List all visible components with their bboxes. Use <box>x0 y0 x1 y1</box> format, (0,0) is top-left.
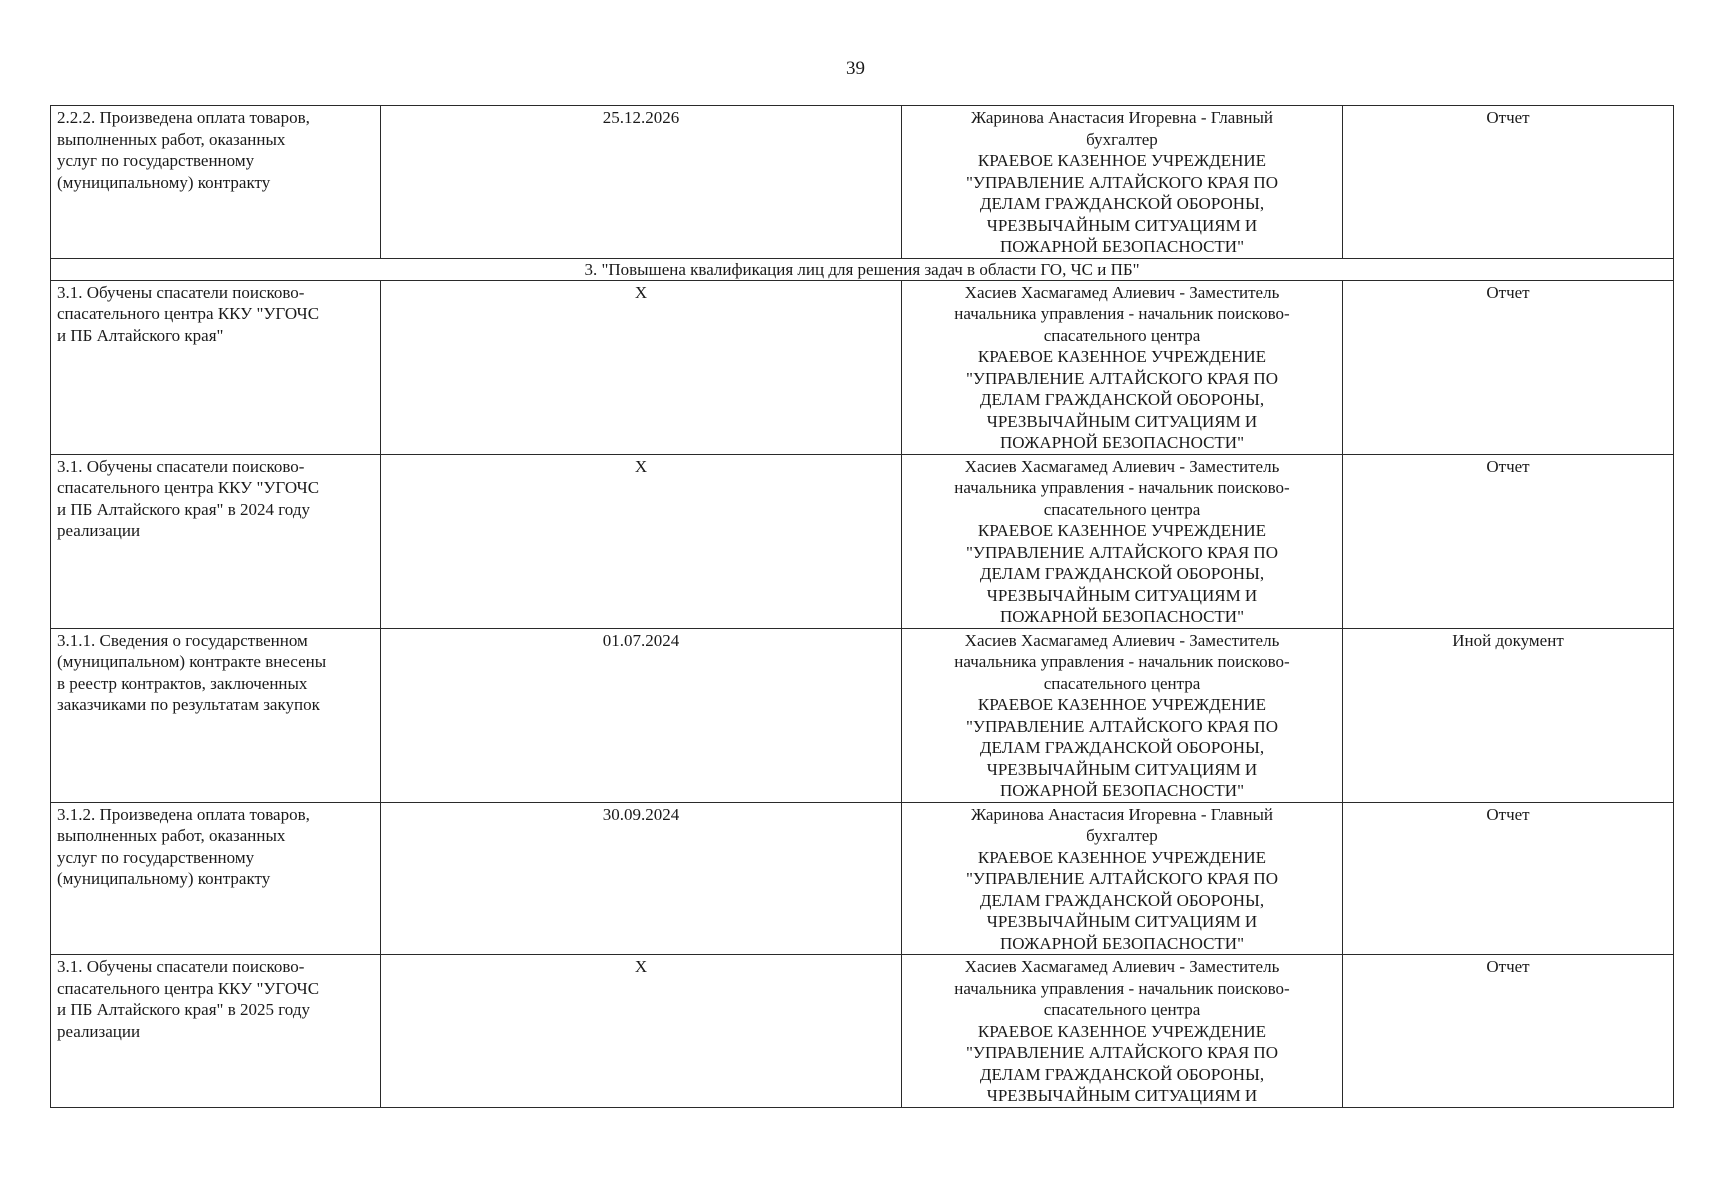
measure-name-cell <box>51 280 381 454</box>
document-type: Отчет <box>1486 957 1530 976</box>
table-row <box>51 628 1674 802</box>
date-cell <box>381 955 902 1108</box>
measure-date: 30.09.2024 <box>602 804 680 824</box>
table-row <box>51 802 1674 955</box>
section-header-row <box>51 258 1674 280</box>
document-type-cell <box>1343 628 1674 802</box>
document-type: Иной документ <box>1452 630 1564 650</box>
document-type-cell <box>1343 280 1674 454</box>
measure-name: 2.2.2. Произведена оплата товаров, выполненных работ, оказанных услуг по государственному (муниципальному) контракту <box>57 108 310 192</box>
measure-name: 3.1.1. Сведения о государственном (муниципальном) контракте внесены в реестр контрактов, заключенных заказчиками по результатам закупок <box>57 630 327 714</box>
plan-table <box>50 105 1674 1108</box>
responsible-cell <box>902 280 1343 454</box>
responsible-cell <box>902 628 1343 802</box>
document-type: Отчет <box>1486 282 1530 302</box>
responsible-cell <box>902 955 1343 1108</box>
measure-date: 01.07.2024 <box>602 630 680 650</box>
measure-name: 3.1.2. Произведена оплата товаров, выполненных работ, оказанных услуг по государственному (муниципальному) контракту <box>57 804 310 888</box>
responsible-person: Хасиев Хасмагамед Алиевич - Заместитель начальника управления - начальник поисково- спасательного центра КРАЕВОЕ КАЗЕННОЕ УЧРЕЖДЕНИЕ "УПРАВЛЕНИЕ АЛТАЙСКОГО КРАЯ ПО ДЕЛАМ ГРАЖДАНСКОЙ ОБОРОНЫ, ЧРЕЗВЫЧАЙНЫМ СИТУАЦИЯМ И <box>954 957 1290 1105</box>
document-type: Отчет <box>1486 804 1530 824</box>
section-header-title: 3. "Повышена квалификация лиц для решения задач в области ГО, ЧС и ПБ" <box>584 259 1140 279</box>
measure-name-cell <box>51 955 381 1108</box>
measure-name: 3.1. Обучены спасатели поисково- спасательного центра ККУ "УГОЧС и ПБ Алтайского края" <box>57 282 320 345</box>
measure-name-cell <box>51 106 381 259</box>
responsible-cell <box>902 454 1343 628</box>
responsible-person: Хасиев Хасмагамед Алиевич - Заместитель начальника управления - начальник поисково- спасательного центра КРАЕВОЕ КАЗЕННОЕ УЧРЕЖДЕНИЕ "УПРАВЛЕНИЕ АЛТАЙСКОГО КРАЯ ПО ДЕЛАМ ГРАЖДАНСКОЙ ОБОРОНЫ, ЧРЕЗВЫЧАЙНЫМ СИТУАЦИЯМ И ПОЖАРНОЙ БЕЗОПАСНОСТИ" <box>954 282 1290 452</box>
responsible-person: Хасиев Хасмагамед Алиевич - Заместитель начальника управления - начальник поисково- спасательного центра КРАЕВОЕ КАЗЕННОЕ УЧРЕЖДЕНИЕ "УПРАВЛЕНИЕ АЛТАЙСКОГО КРАЯ ПО ДЕЛАМ ГРАЖДАНСКОЙ ОБОРОНЫ, ЧРЕЗВЫЧАЙНЫМ СИТУАЦИЯМ И ПОЖАРНОЙ БЕЗОПАСНОСТИ" <box>954 630 1290 800</box>
measure-name-cell <box>51 628 381 802</box>
table-row <box>51 280 1674 454</box>
date-cell <box>381 454 902 628</box>
responsible-person: Жаринова Анастасия Игоревна - Главный бухгалтер КРАЕВОЕ КАЗЕННОЕ УЧРЕЖДЕНИЕ "УПРАВЛЕНИЕ АЛТАЙСКОГО КРАЯ ПО ДЕЛАМ ГРАЖДАНСКОЙ ОБОРОНЫ, ЧРЕЗВЫЧАЙНЫМ СИТУАЦИЯМ И ПОЖАРНОЙ БЕЗОПАСНОСТИ" <box>965 804 1278 953</box>
document-type: Отчет <box>1486 108 1530 127</box>
document-type-cell <box>1343 106 1674 259</box>
table-row <box>51 955 1674 1108</box>
responsible-cell <box>902 802 1343 955</box>
measure-name-cell <box>51 802 381 955</box>
responsible-cell <box>902 106 1343 259</box>
measure-date: X <box>634 957 648 976</box>
section-header-cell <box>51 258 1674 280</box>
date-cell <box>381 106 902 259</box>
measure-name: 3.1. Обучены спасатели поисково- спасательного центра ККУ "УГОЧС и ПБ Алтайского края" в 2024 году реализации <box>57 456 320 540</box>
measure-date: X <box>634 282 648 302</box>
page-number: 39 <box>846 58 865 79</box>
date-cell <box>381 280 902 454</box>
document-type-cell <box>1343 454 1674 628</box>
measure-date: X <box>634 456 648 476</box>
responsible-person: Хасиев Хасмагамед Алиевич - Заместитель начальника управления - начальник поисково- спасательного центра КРАЕВОЕ КАЗЕННОЕ УЧРЕЖДЕНИЕ "УПРАВЛЕНИЕ АЛТАЙСКОГО КРАЯ ПО ДЕЛАМ ГРАЖДАНСКОЙ ОБОРОНЫ, ЧРЕЗВЫЧАЙНЫМ СИТУАЦИЯМ И ПОЖАРНОЙ БЕЗОПАСНОСТИ" <box>954 456 1290 626</box>
table-row <box>51 106 1674 259</box>
document-type-cell <box>1343 802 1674 955</box>
measure-date: 25.12.2026 <box>602 108 680 127</box>
table-row <box>51 454 1674 628</box>
date-cell <box>381 802 902 955</box>
document-type: Отчет <box>1486 456 1530 476</box>
document-type-cell <box>1343 955 1674 1108</box>
date-cell <box>381 628 902 802</box>
measure-name: 3.1. Обучены спасатели поисково- спасательного центра ККУ "УГОЧС и ПБ Алтайского края" в 2025 году реализации <box>57 957 320 1041</box>
measure-name-cell <box>51 454 381 628</box>
responsible-person: Жаринова Анастасия Игоревна - Главный бухгалтер КРАЕВОЕ КАЗЕННОЕ УЧРЕЖДЕНИЕ "УПРАВЛЕНИЕ АЛТАЙСКОГО КРАЯ ПО ДЕЛАМ ГРАЖДАНСКОЙ ОБОРОНЫ, ЧРЕЗВЫЧАЙНЫМ СИТУАЦИЯМ И ПОЖАРНОЙ БЕЗОПАСНОСТИ" <box>965 108 1278 256</box>
